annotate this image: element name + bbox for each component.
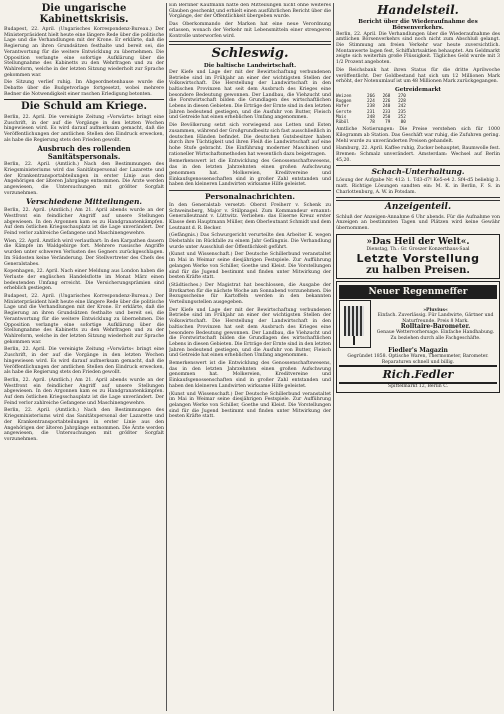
- ad-text: Einfach. Zuverlässig. Für Landwirte, Gärtner und Naturfreunde. Preis 8 Mark.: [377, 313, 494, 324]
- article-paragraph: Bemerkenswert ist die Entwicklung des Genossenschaftswesens, das in den letzten Jahrzehnten einen großen Aufschwung genommen hat. Molkereien, Kreditvereine und Einkaufsgenossenschaften sind in großer Zahl entstanden und haben den kleineren Landwirten wirksame Hilfe geleistet.: [169, 159, 331, 188]
- article-paragraph: Berlin, 22. April. (Amtlich.) Nach den Bestimmungen des Kriegsministeriums wird das Sanitätspersonal der Lazarette und der Krankentransportabteilungen in erster Linie aus den Angehörigen der älteren Jahrgänge entnommen. Die Ärzte werden angewiesen, die Untersuchungen mit größter Sorgfalt vorzunehmen.: [4, 162, 164, 196]
- section-heading: Schach-Unterhaltung.: [371, 167, 465, 177]
- ad-title: »Das Heil der Welt«.: [366, 236, 470, 247]
- column-middle: [169, 3, 331, 711]
- article-paragraph: Schluß der Anzeigen-Annahme 6 Uhr abends. Für die Aufnahme von Anzeigen an bestimmten Tagen und Plätzen wird keine Gewähr übernommen.: [336, 214, 500, 232]
- article-paragraph: Das Oberkommando der Marken hat eine neue Verordnung erlassen, wonach der Verkehr mit Lebensmitteln einer strengeren Kontrolle unterworfen wird.: [169, 22, 331, 39]
- ad-subtitle: Dienstag, Th.: Gr. Groszer Konzerthaus-Saal: [366, 246, 470, 252]
- article-paragraph: Die Bevölkerung setzt sich vorwiegend aus Letten und Esten zusammen, während der Großgrundbesitz sich fast ausschließlich in deutschen Händen befindet. Die deutschen Gutsbesitzer haben durch ihre Tüchtigkeit und ihren Fleiß die Landwirtschaft auf eine hohe Stufe gebracht. Die Einführung moderner Maschinen und rationeller Wirtschaftsmethoden hat wesentlich dazu beigetragen.: [169, 123, 331, 157]
- article-paragraph: Der Kiefe und Lage der mit der Bewirtschaftung verbundenen Betriebe sind im Frühjahr an einer der wichtigsten Stellen der Volkswirtschaft. Die Herstellung der Landwirtschaft in den baltischen Provinzen hat seit dem Ausbruch des Krieges eine besondere Bedeutung gewonnen. Der Landbau, die Viehzucht und die Forstwirtschaft bilden die Grundlagen des wirtschaftlichen Lebens in diesen Gebieten. Die Erträge der Ernte sind in den letzten Jahren bedeutend gestiegen, und die Ausfuhr von Butter, Fleisch und Getreide hat einen erheblichen Umfang angenommen.: [169, 69, 331, 121]
- divider: [169, 41, 331, 45]
- article-paragraph: Budapest, 22. April. (Ungarisches Korrespondenz-Bureau.) Der Ministerpräsident hielt heute eine längere Rede über die politische Lage und die Verhandlungen mit der Krone. Er erklärte, daß die Regierung an ihren Grundsätzen festhalte und bereit sei, die Verantwortung für die weitere Entwicklung zu übernehmen. Die Opposition verlangte eine sofortige Aufklärung über die Stellungnahme des Kabinetts zu den Wehrfragen und zu der Wahlreform, welche in der letzten Sitzung wiederholt zur Sprache gekommen war.: [4, 27, 164, 78]
- article-paragraph: Berlin, 22. April. Die Verhandlungen über die Wiederaufnahme des amtlichen Börsenverkehrs sind noch nicht zum Abschluß gelangt. Die Stimmung am freien Verkehr war heute zuversichtlich. Montanwerte lagen fest, Schiffahrtsaktien behauptet. Am Geldmarkt zeigte sich weiterhin große Flüssigkeit. Tägliches Geld wurde mit 3 1/2 Prozent angeboten.: [336, 31, 500, 66]
- article-paragraph: Der Kiefe und Lage der mit der Bewirtschaftung verbundenen Betriebe sind im Frühjahr an einer der wichtigsten Stellen der Volkswirtschaft. Die Herstellung der Landwirtschaft in den baltischen Provinzen hat seit dem Ausbruch des Krieges eine besondere Bedeutung gewonnen. Der Landbau, die Viehzucht und die Forstwirtschaft bilden die Grundlagen des wirtschaftlichen Lebens in diesen Gebieten. Die Erträge der Ernte sind in den letzten Jahren bedeutend gestiegen, und die Ausfuhr von Butter, Fleisch und Getreide hat einen erheblichen Umfang angenommen.: [169, 307, 331, 359]
- article-paragraph: In den Generalstab versetzt: Oberst Freiherr v. Schenk zu Schweinsberg, Major v. Stülpnagel. Zum Kommandeur ernannt: Generalleutnant v. Lüttwitz. Verliehen: das Eiserne Kreuz erster Klasse dem Hauptmann Müller, dem Oberleutnant Schmidt und dem Leutnant d. R. Becker.: [169, 202, 331, 231]
- divider: [336, 165, 500, 166]
- article-paragraph: Berlin, 22. April. (Amtlich.) Am 21. April abends wurde an der Westfront ein feindlicher Angriff auf unsere Stellungen abgewiesen. In den Argonnen kam es zu Handgranatenkämpfen. Auf dem östlichen Kriegsschauplatz ist die Lage unverändert. Der Feind verlor zahlreiche Gefangene und Maschinengewehre.: [4, 377, 164, 406]
- ad-subtitle: »Pluvius«: [423, 307, 448, 313]
- article-heading: Ausbruch des rollenden Sanitätspersonals.: [37, 144, 131, 161]
- column-left: [4, 3, 164, 711]
- article-paragraph: Lösung der Aufgabe Nr. 412: 1. Td3-d7! Ke5-e4 2. Sf4-d5 beliebig 3. matt. Richtige Lösungen sandten ein: M. K. in Berlin, F. S. in Charlottenburg, A. W. in Potsdam.: [336, 178, 500, 195]
- ad-banner: Letzte Vorstellung: [356, 252, 480, 266]
- ad-body: [339, 300, 497, 348]
- divider: [336, 197, 500, 201]
- ad-title: Neuer Regenmeffer: [339, 285, 497, 299]
- article-paragraph: Hamburg, 22. April. Kaffee ruhig, Zucker behauptet, Baumwolle fest. Bremen: Schmalz unverändert. Amsterdam: Wechsel auf Berlin 45,20.: [336, 146, 500, 163]
- article-paragraph: Ein Berliner Kaufmann hatte den Mitteilungen nicht ohne weiteres Glauben geschenkt und erhielt einen ausführlichen Bericht über die Vorgänge, der der Öffentlichkeit übergeben wurde.: [169, 3, 331, 20]
- article-paragraph: Berlin, 22. April. (Amtlich.) Am 21. April abends wurde an der Westfront ein feindlicher Angriff auf unsere Stellungen abgewiesen. In den Argonnen kam es zu Handgranatenkämpfen. Auf dem östlichen Kriegsschauplatz ist die Lage unverändert. Der Feind verlor zahlreiche Gefangene und Maschinengewehre.: [4, 208, 164, 237]
- section-heading: Anzeigenteil.: [384, 202, 452, 213]
- ad-product: Rolltaire-Barometer.: [400, 323, 471, 331]
- article-heading: Schleswig.: [211, 46, 289, 62]
- article-paragraph: (Kunst und Wissenschaft.) Der Deutsche Schillerbund veranstaltet im Mai in Weimar seine diesjährigen Festspiele. Zur Aufführung gelangen Werke von Schiller, Goethe und Kleist. Die Vorstellungen sind für die Jugend bestimmt und finden unter Mitwirkung der besten Kräfte statt.: [169, 391, 331, 420]
- article-paragraph: Budapest, 22. April. (Ungarisches Korrespondenz-Bureau.) Der Ministerpräsident hielt heute eine längere Rede über die politische Lage und die Verhandlungen mit der Krone. Er erklärte, daß die Regierung an ihren Grundsätzen festhalte und bereit sei, die Verantwortung für die weitere Entwicklung zu übernehmen. Die Opposition verlangte eine sofortige Aufklärung über die Stellungnahme des Kabinetts zu den Wehrfragen und zu der Wahlreform, welche in der letzten Sitzung wiederholt zur Sprache gekommen war.: [4, 294, 164, 345]
- market-title: Getreidemarkt: [395, 86, 441, 93]
- article-paragraph: (Kunst und Wissenschaft.) Der Deutsche Schillerbund veranstaltet im Mai in Weimar seine diesjährigen Festspiele. Zur Aufführung gelangen Werke von Schiller, Goethe und Kleist. Die Vorstellungen sind für die Jugend bestimmt und finden unter Mitwirkung der besten Kräfte statt.: [169, 252, 331, 281]
- article-paragraph: Amtliche Notierungen: Die Preise verstehen sich für 1000 Kilogramm ab Station. Das Geschäft war ruhig, die Zufuhren gering. Mehl wurde zu unveränderten Preisen gehandelt.: [336, 127, 500, 144]
- article-heading: Die ungarische Kabinettskrisis.: [39, 3, 129, 25]
- section-heading: Handelsteil.: [377, 3, 459, 17]
- section-subheading: Bericht über die Wiederaufnahme des Börsenverkehrs.: [358, 18, 478, 31]
- article-heading: Personalnachrichten.: [205, 191, 295, 201]
- article-paragraph: (Gefängnis.) Das Schwurgericht verurteilte den Arbeiter K. wegen Diebstahls im Rückfalle zu einem Jahr Gefängnis. Die Verhandlung wurde unter Ausschluß der Öffentlichkeit geführt.: [169, 233, 331, 250]
- article-heading: Verschiedene Mitteilungen.: [25, 197, 143, 207]
- article-subheading: Die baltische Landwirtschaft.: [203, 62, 297, 69]
- article-paragraph: Kopenhagen, 22. April. Nach einer Meldung aus London haben die Verluste der englischen Handelsflotte im Monat März einen bedeutenden Umfang erreicht. Die Versicherungsprämien sind erheblich gestiegen.: [4, 269, 164, 292]
- article-paragraph: Die Sitzung verlief ruhig. Im Abgeordnetenhause wurde die Debatte über die Budgetvorlage fortgesetzt, wobei mehrere Redner die Notwendigkeit einer raschen Erledigung betonten.: [4, 80, 164, 97]
- ad-text: Gegründet 1858. Optische Waren, Thermometer, Barometer. Reparaturen schnell und billig.: [347, 354, 489, 365]
- article-paragraph: Berlin, 22. April. Die vereinigte Zeitung »Vorwärts« bringt eine Zuschrift, in der auf die Vorgänge in den letzten Wochen hingewiesen wird. Es wird darauf aufmerksam gemacht, daß die Veröffentlichungen der amtlichen Stellen den Eindruck erwecken, als habe die Regierung stets den Frieden gewollt.: [4, 347, 164, 376]
- ad-shop: Fiedler's Magazin: [388, 347, 448, 355]
- column-rule: [166, 3, 167, 711]
- advertisement-rain-gauge[interactable]: [336, 281, 500, 392]
- ad-text: Genaue Wettervorhersage. Einfache Handhabung. Zu beziehen durch alle Fachgeschäfte.: [376, 330, 495, 341]
- article-paragraph: Berlin, 22. April. (Amtlich.) Nach den Bestimmungen des Kriegsministeriums wird das Sanitätspersonal der Lazarette und der Krankentransportabteilungen in erster Linie aus den Angehörigen der älteren Jahrgänge entnommen. Die Ärzte werden angewiesen, die Untersuchungen mit größter Sorgfalt vorzunehmen.: [4, 408, 164, 442]
- divider: [4, 99, 164, 100]
- column-rule: [333, 3, 334, 711]
- article-paragraph: Wien, 22. April. Amtlich wird verlautbart: In den Karpathen dauern die Kämpfe im Waldgebirge fort. Mehrere russische Angriffe wurden unter schweren Verlusten des Gegners zurückgeschlagen. Im Südosten keine Veränderung. Der Stellvertreter des Chefs des Generalstabes.: [4, 238, 164, 267]
- article-paragraph: Bemerkenswert ist die Entwicklung des Genossenschaftswesens, das in den letzten Jahrzehnten einen großen Aufschwung genommen hat. Molkereien, Kreditvereine und Einkaufsgenossenschaften sind in großer Zahl entstanden und haben den kleineren Landwirten wirksame Hilfe geleistet.: [169, 361, 331, 389]
- divider: [169, 190, 331, 191]
- rain-gauge-icon: [339, 300, 371, 348]
- ad-price-note: zu halben Preisen.: [366, 265, 470, 277]
- newspaper-page: [4, 3, 500, 711]
- column-right: [336, 3, 500, 711]
- ad-logo: Rich.Fedler: [339, 365, 497, 384]
- article-heading: Die Schuld am Kriege.: [21, 101, 147, 113]
- advertisement-theatre[interactable]: [336, 234, 500, 280]
- ad-address: Spittelmarkt 12, Berlin C.: [387, 384, 449, 390]
- article-paragraph: Die Reichsbank hat ihren Status für die dritte Aprilwoche veröffentlicht. Der Goldbestand hat sich um 12 Millionen Mark erhöht, der Notenumlauf ist um 48 Millionen Mark zurückgegangen.: [336, 67, 500, 85]
- article-paragraph: (Städtisches.) Der Magistrat hat beschlossen, die Ausgabe der Brotkarten für die nächste Woche am Sonnabend vorzunehmen. Die Bezugsscheine für Kartoffeln werden in den bekannten Verteilungsstellen ausgegeben.: [169, 282, 331, 306]
- market-table: Weizen 266 268 270 Roggen 224 226 228 Hafer 238 240 242 Gerste 231 233 235 Mais 248 250 252 Rüböl 78 79 80: [336, 93, 406, 125]
- article-paragraph: Berlin, 22. April. Die vereinigte Zeitung »Vorwärts« bringt eine Zuschrift, in der auf die Vorgänge in den letzten Wochen hingewiesen wird. Es wird darauf aufmerksam gemacht, daß die Veröffentlichungen der amtlichen Stellen den Eindruck erwecken, als habe die Regierung stets den Frieden gewollt.: [4, 114, 164, 143]
